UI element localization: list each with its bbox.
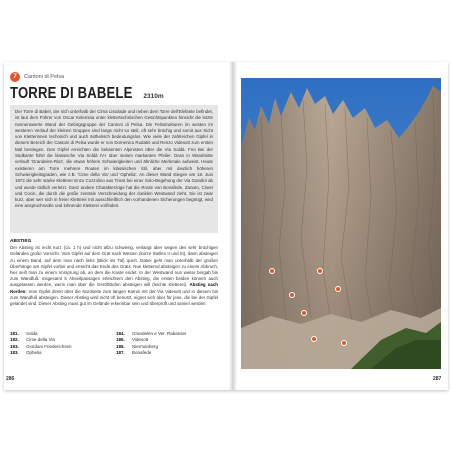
route-marker	[311, 336, 317, 342]
route-number: 187.	[116, 349, 125, 355]
route-marker	[269, 268, 275, 274]
route-item	[10, 350, 110, 356]
page-title-row	[10, 85, 164, 103]
route-legend-col-2	[116, 331, 216, 356]
mountain-photo-image	[241, 78, 441, 369]
section-number-badge: 7	[10, 72, 20, 82]
route-number: 183.	[10, 343, 19, 349]
route-legend-col-1	[10, 331, 110, 356]
route-number: 181.	[10, 331, 19, 336]
north-descent-text: Vom Gipfel direkt über die Nordseite zum langen Kamin mit der Via Videsott und in diesem bis zum Wandfuß absteigen. Dieser Abstieg wird nicht oft benutzt, eignet sich aber für jene, die bei der Gipfel gelandet sind. Dieser Abstieg muss gut im Gelände erkennbar sein und überprüft und sanieri werden.	[10, 288, 218, 307]
route-marker	[335, 286, 341, 292]
route-number: 186.	[116, 343, 125, 349]
route-name: Ophelia	[26, 349, 42, 355]
descent-text: Der Abstieg ist recht kurz (ca. 1 h) und nicht allzu schwierig, verlangt aber wegen des sehr brüchigen Geländes große Vorsicht. Vom Gipfel auf dem Grat nach Westen (kurze Stellen II und III), dann absteigen zu einem Band, auf dem man nach links (Blick ins Tal) quert. Dabei geht man unterhalb der großen Überhänge am Gipfel vorbei und erreicht das Ende des Grats. Nun kletternd absteigen zu einem Abbruch, hier seilt man zu einem Vorsprung ab, an dem die Kante endet. In der Westwand nun weiter bergab bis zum Wandfuß: insgesamt 5 Abseilpassagen erleichtern den Abstieg, die ersten beiden können auch ausgelassen werden, wenn man über die Geröllstufen absteigen will (leichte Kletterei).	[10, 245, 218, 288]
route-name: Videsott	[132, 337, 149, 343]
route-number: 184.	[116, 331, 125, 336]
mountain-photo	[241, 78, 441, 369]
route-marker	[317, 268, 323, 274]
left-page	[4, 62, 230, 390]
route-name: Grandelen e Ver. Rabanser	[132, 331, 187, 336]
route-number: 182.	[10, 337, 19, 343]
page-number-right: 287	[433, 376, 442, 382]
route-number: 185.	[116, 337, 125, 343]
route-item	[116, 350, 216, 356]
intro-box	[10, 105, 218, 233]
route-marker	[301, 310, 307, 316]
descent-heading: ABSTIEG	[10, 239, 32, 244]
route-name: Cime della Via	[26, 337, 55, 343]
route-number: 183.	[10, 349, 19, 355]
altitude: 2310m	[143, 93, 164, 100]
section-label: Cantoni di Pelsa	[24, 74, 65, 80]
route-name: Bonafede	[132, 349, 152, 355]
north-descent-label: Abstieg nach Norden:	[10, 282, 218, 294]
route-marker	[289, 292, 295, 298]
section-marker	[10, 72, 64, 82]
route-legend	[10, 331, 220, 356]
route-marker	[341, 340, 347, 346]
right-page	[237, 62, 448, 390]
page-title: TORRE DI BABELE	[10, 85, 133, 102]
route-name: Niermanberg	[132, 343, 159, 349]
route-name: Giordani Friederichsen	[26, 343, 72, 349]
page-number-left: 286	[6, 376, 15, 382]
descent-section	[10, 239, 218, 319]
book-gutter	[229, 62, 237, 390]
intro-text: Der Torre di Babel, der sich unterhalb der Cima Listolade und neben dem Torre dell'Elefante befindet, ist laut dem Führer von Oscar Kelemina unter klettertechnischen Gesichtspunkten hinsicht die letzte nennenswerte Wand der Gebirgsgruppe der Cantoni di Pelsa. Die Felsstrukturen im westen im westeren Verlauf der kleinen Gruppen sind lange nicht so steil, oft sehr brüchig und somit aus Sicht von Kletterinnen technisch und auch ästhetisch bedeutungslos. Wie viele der zahlreichen Gipfel in diesem Bereich der Cantoni di Pelsa wurde er von Domenico Rudatis und Renzo Videsott zum ersten Mal bestiegen. Den Gipfel erreichten die bekannten Alpinisten über die Via Soldà. Frei Bei der Südkante führt die klassische Via Soldà IV-I über seinen markanten Pfeiler. Dass in Wandmitte verlauft 'Grandelen-Riss', die etwas höhere Schwierigkeiten und ähnliche Merkmale aufweist. Heute existieren am Torre mehrere Routen im klassischen Stil, aber mit deutlich höheren Schwierigkeitsgraden, wie z.B. 'Cime della Via' und 'Ophelia'. An dieser Wand stiegen am 18. Juni 1972 die sehr starke Kletterer Enzo Cozzolino aus Triest bei einer Solo-Begehung der Via Gandini ab und wurde tödlich verletzt. Ganz andere Charakterzüge hat die Route von Bonafede, Zanaro, Cloeri und Cocin, die durch die große zentrale Verschneidung der dunklen Westwand zieht. Sie ist zwar kurz, aber wer sich in freier Kletterei mit ausschließlich den vorhandenen Sicherungen begnügt, wird eine anspruchsvolle und lohnende Kletterei vorfinden.	[15, 109, 213, 209]
route-name: Soldà	[26, 331, 38, 336]
